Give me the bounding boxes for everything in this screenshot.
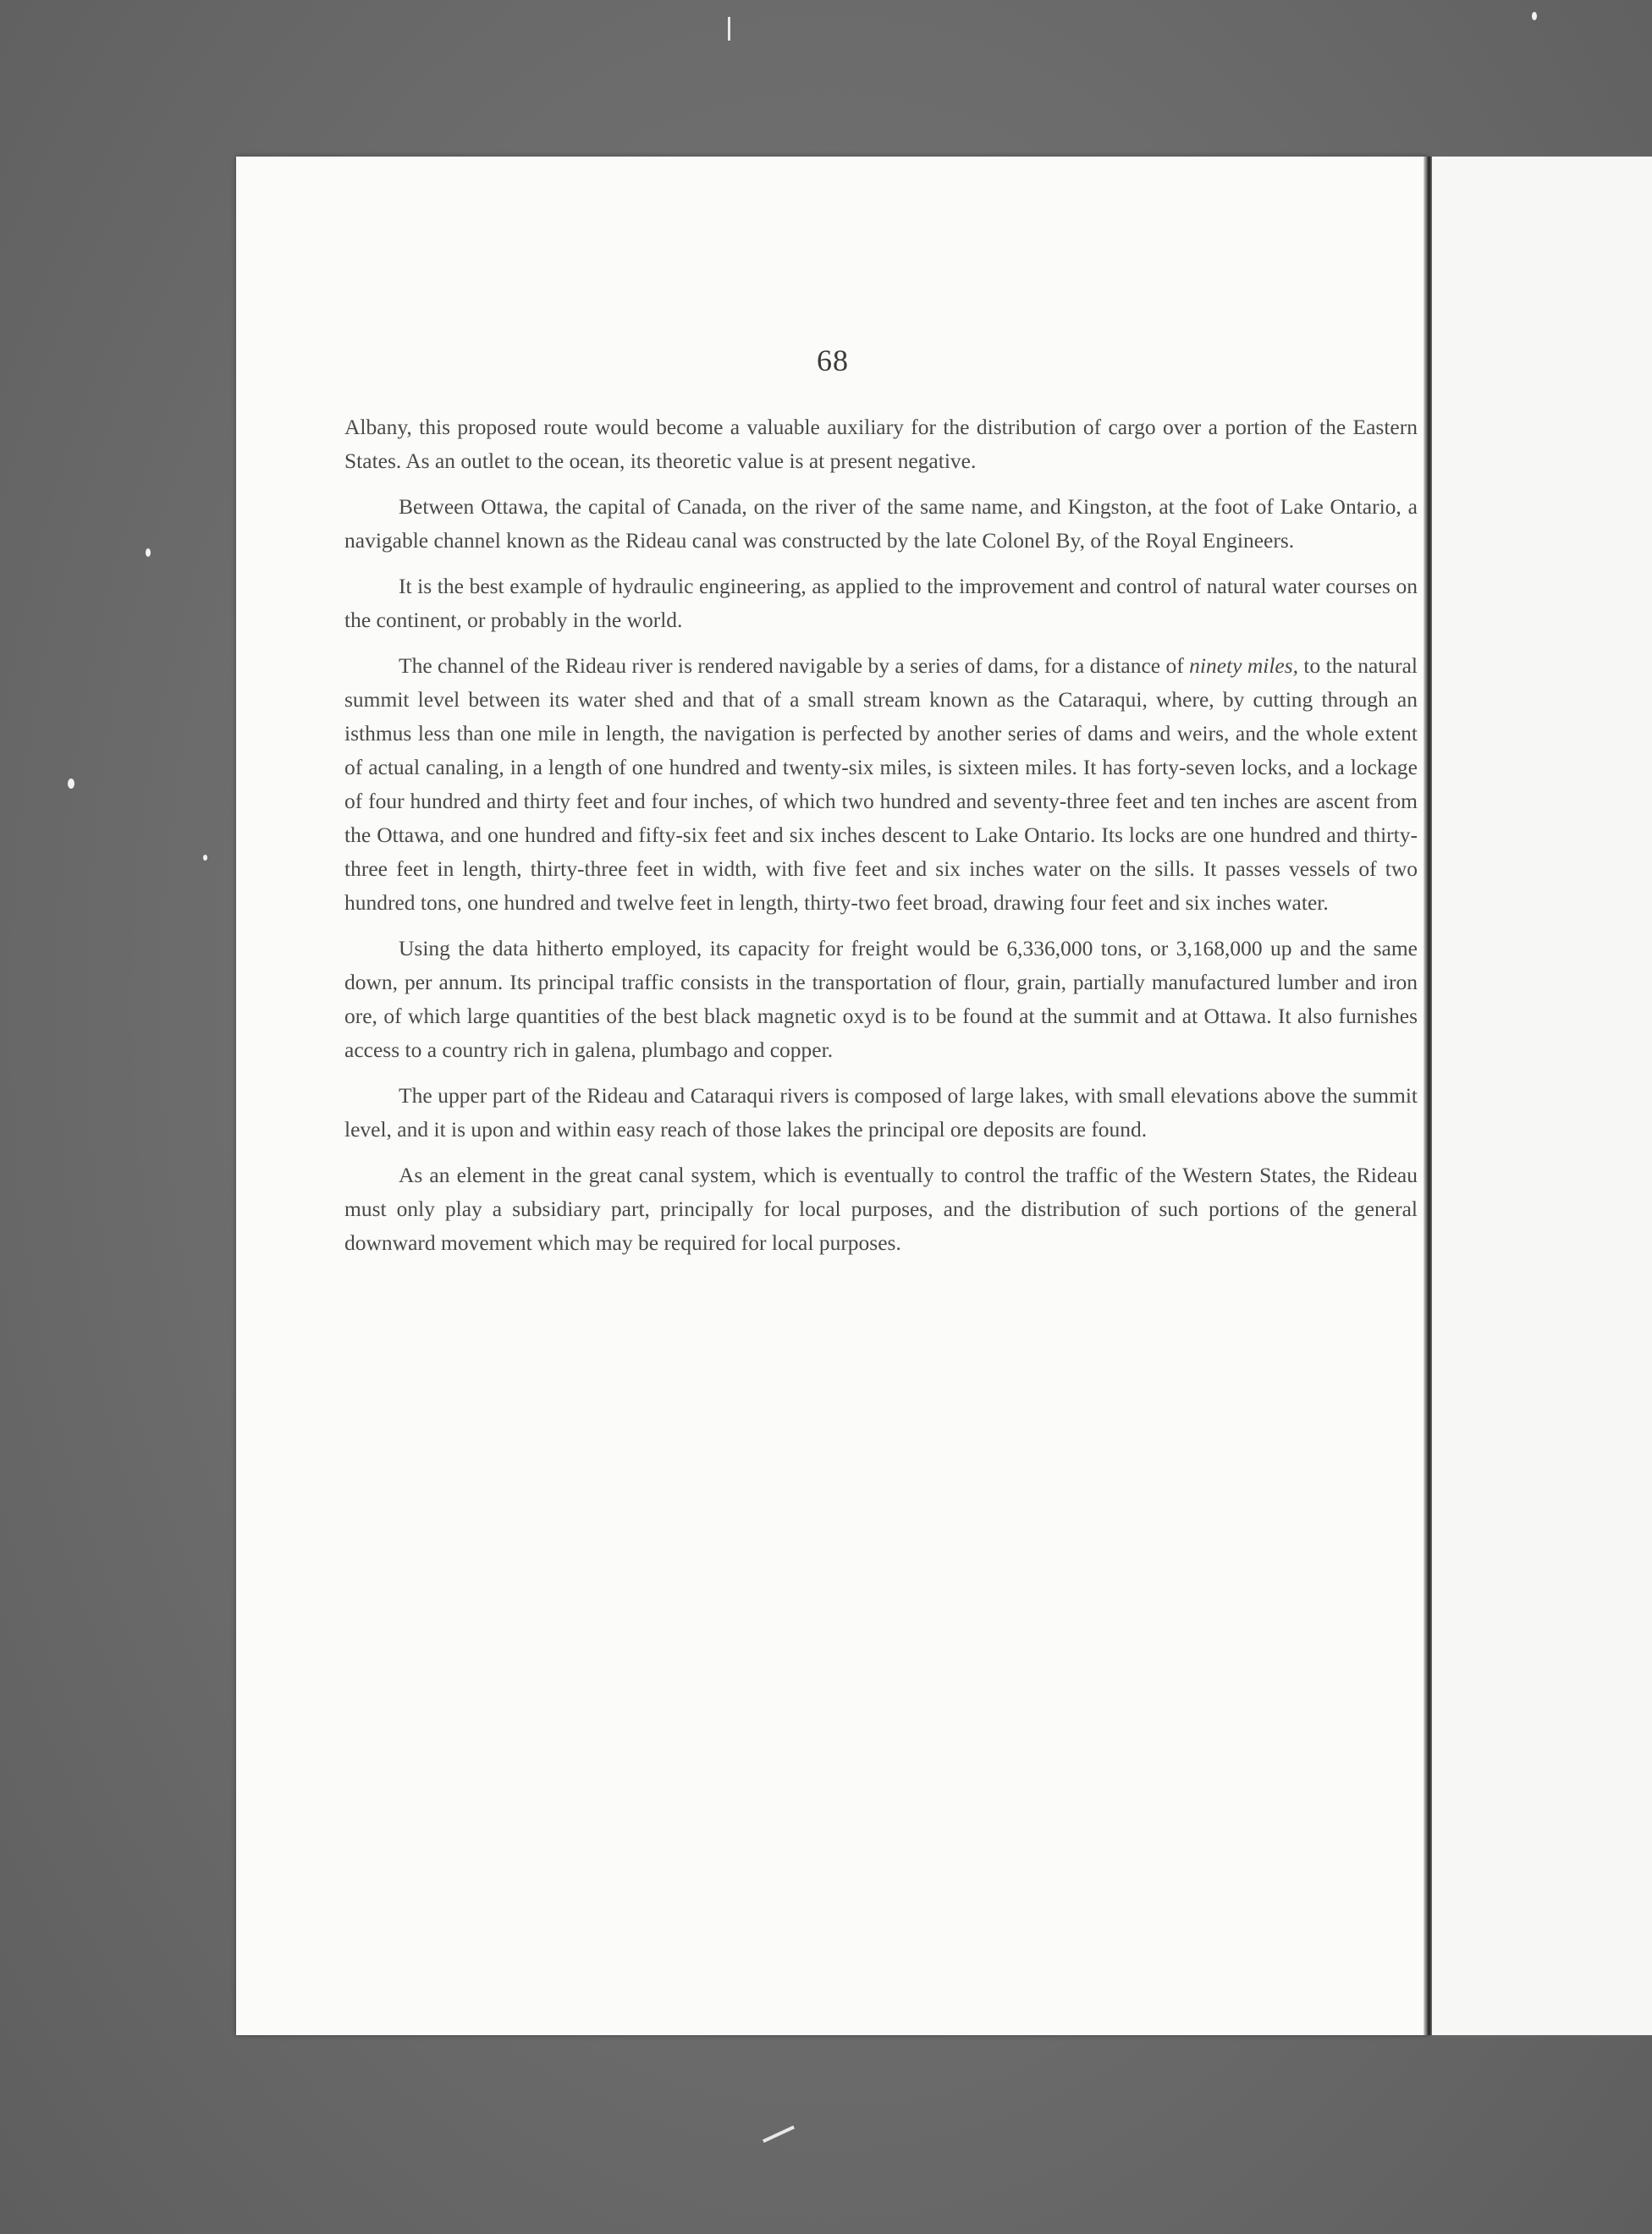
paragraph xyxy=(344,1079,1418,1147)
scan-speck xyxy=(146,548,151,557)
paragraph-text: As an element in the great canal system, which is eventually to control the traffic of the Western States, the Rideau must only play a subsidiary part, principally for local purposes, and the distribution of such portions of the general downward movement which may be required for local purposes. xyxy=(344,1163,1418,1255)
scan-speck xyxy=(1532,12,1537,20)
scan-speck xyxy=(203,855,207,861)
book-page xyxy=(236,157,1429,2035)
page-number: 68 xyxy=(817,344,849,377)
paragraph xyxy=(344,570,1418,637)
paragraph-text: Albany, this proposed route would become a valuable auxiliary for the distribution of cargo over a portion of the Eastern States. As an outlet to the ocean, its theoretic value is at present negative. xyxy=(344,415,1418,473)
scan-scratch xyxy=(728,17,730,41)
paragraph-text: Using the data hitherto employed, its capacity for freight would be 6,336,000 tons, or 3,168,000 up and the same down, per annum. Its principal traffic consists in the transportation of flour, grain, partially manufactured lumber and iron ore, of which large quantities of the best black magnetic oxyd is to be found at the summit and at Ottawa. It also furnishes access to a country rich in galena, plumbago and copper. xyxy=(344,936,1418,1062)
paragraph-text: Between Ottawa, the capital of Canada, on the river of the same name, and Kingston, at the foot of Lake Ontario, a navigable channel known as the Rideau canal was constructed by the late Colonel By, of the Royal Engineers. xyxy=(344,494,1418,553)
paragraph-text: The channel of the Rideau river is rendered navigable by a series of dams, for a distance of xyxy=(399,653,1190,678)
paragraph-italic-text: ninety miles, xyxy=(1189,653,1299,678)
facing-page-edge xyxy=(1432,157,1652,2035)
scan-speck xyxy=(68,779,74,789)
paragraph xyxy=(344,932,1418,1067)
paragraph xyxy=(344,490,1418,558)
paragraph xyxy=(344,410,1418,478)
paragraph xyxy=(344,1158,1418,1260)
paragraph-text: It is the best example of hydraulic engineering, as applied to the improvement and control of natural water courses on the continent, or probably in the world. xyxy=(344,574,1418,632)
paragraph-text: The upper part of the Rideau and Cataraqui rivers is composed of large lakes, with small elevations above the summit level, and it is upon and within easy reach of those lakes the principal ore deposits are found. xyxy=(344,1083,1418,1142)
paragraph-text: to the natural summit level between its water shed and that of a small stream known as the Cataraqui, where, by cutting through an isthmus less than one mile in length, the navigation is perfected by another series of dams and weirs, and the whole extent of actual canaling, in a length of one hundred and twenty-six miles, is sixteen miles. It has forty-seven locks, and a lockage of four hundred and thirty feet and four inches, of which two hundred and seventy-three feet and ten inches are ascent from the Ottawa, and one hundred and fifty-six feet and six inches descent to Lake Ontario. Its locks are one hundred and thirty-three feet in length, thirty-three feet in width, with five feet and six inches water on the sills. It passes vessels of two hundred tons, one hundred and twelve feet in length, thirty-two feet broad, drawing four feet and six inches water. xyxy=(344,653,1418,915)
paragraph xyxy=(344,649,1418,920)
body-text xyxy=(344,410,1418,1272)
